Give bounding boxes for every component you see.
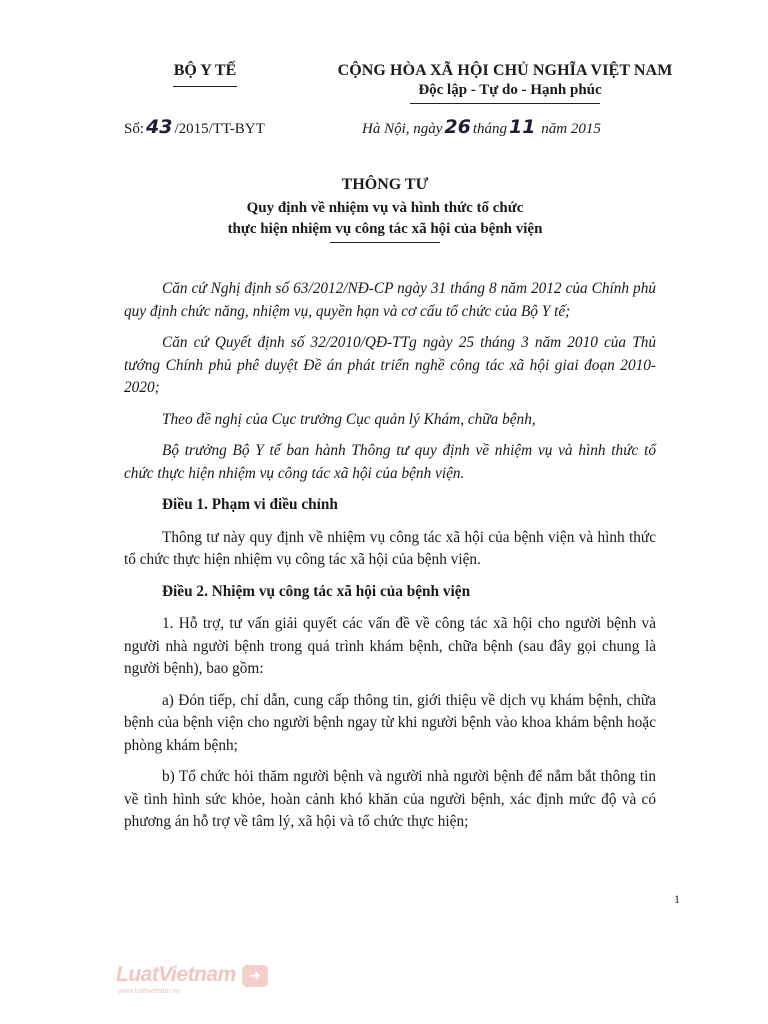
title-line-1: Quy định về nhiệm vụ và hình thức tổ chức — [246, 200, 524, 216]
watermark — [116, 963, 286, 999]
ministry-underline — [173, 86, 237, 87]
handwritten-day: 26 — [444, 116, 471, 138]
issue-date — [362, 116, 601, 138]
preamble-paragraph: Bộ trưởng Bộ Y tế ban hành Thông tư quy định về nhiệm vụ và hình thức tổ chức thực hiện nhiệm vụ công tác xã hội của bệnh viện. — [124, 442, 656, 482]
article-2-heading: Điều 2. Nhiệm vụ công tác xã hội của bệnh viện — [162, 582, 471, 600]
article-1-text: Thông tư này quy định về nhiệm vụ công tác xã hội của bệnh viện và hình thức tổ chức thực hiện nhiệm vụ công tác xã hội của bệnh viện. — [124, 528, 656, 568]
article-2-point-a: a) Đón tiếp, chỉ dẫn, cung cấp thông tin, giới thiệu về dịch vụ khám bệnh, chữa bệnh của bệnh viện cho người bệnh ngay từ khi người bệnh vào khoa khám bệnh hoặc phòng khám bệnh; — [124, 691, 656, 754]
page-number: 1 — [674, 892, 680, 906]
country-name: CỘNG HÒA XÃ HỘI CHỦ NGHĨA VIỆT NAM — [337, 62, 673, 79]
national-header — [315, 62, 695, 104]
article-1-heading: Điều 1. Phạm vi điều chỉnh — [162, 496, 338, 513]
preamble-paragraph: Căn cứ Quyết định số 32/2010/QĐ-TTg ngày 25 tháng 3 năm 2010 của Thủ tướng Chính phủ phê duyệt Đề án phát triển nghề công tác xã hội giai đoạn 2010-2020; — [124, 334, 656, 396]
document-body — [124, 278, 656, 843]
handwritten-number: 43 — [146, 116, 173, 138]
year-text: năm 2015 — [541, 121, 601, 137]
article-2-clause-1: 1. Hỗ trợ, tư vấn giải quyết các vấn đề về công tác xã hội cho người bệnh và người nhà người bệnh trong quá trình khám bệnh, chữa bệnh (sau đây gọi chung là người bệnh), bao gồm: — [124, 615, 656, 677]
date-prefix: Hà Nội, ngày — [362, 121, 443, 137]
motto-underline — [410, 103, 600, 104]
preamble-paragraph: Căn cứ Nghị định số 63/2012/NĐ-CP ngày 31 tháng 8 năm 2012 của Chính phủ quy định chức năng, nhiệm vụ, quyền hạn và cơ cấu tổ chức của Bộ Y tế; — [124, 280, 656, 320]
document-title — [120, 176, 650, 243]
title-line-2: thực hiện nhiệm vụ công tác xã hội của bệnh viện — [227, 221, 543, 237]
article-2-point-b: b) Tổ chức hỏi thăm người bệnh và người nhà người bệnh để nắm bắt thông tin về tình hình sức khỏe, hoàn cảnh khó khăn của người bệnh, xác định mức độ và có phương án hỗ trợ về tâm lý, xã hội và tổ chức thực hiện; — [124, 768, 656, 830]
ministry-name: BỘ Y TẾ — [173, 62, 237, 79]
ministry-header — [150, 62, 260, 87]
title-underline — [330, 242, 440, 243]
preamble-paragraph: Theo đề nghị của Cục trưởng Cục quản lý Khám, chữa bệnh, — [162, 410, 536, 428]
watermark-logo: LuatVietnam — [116, 963, 236, 986]
month-label: tháng — [472, 121, 508, 137]
number-suffix: /2015/TT-BYT — [174, 121, 265, 137]
number-prefix: Số: — [124, 121, 145, 137]
arrow-right-icon: ➜ — [242, 965, 268, 987]
document-number — [124, 116, 265, 138]
handwritten-month: 11 — [509, 116, 536, 138]
watermark-url: www.luatvietnam.vn — [118, 988, 180, 995]
national-motto: Độc lập - Tự do - Hạnh phúc — [418, 82, 602, 98]
document-type: THÔNG TƯ — [341, 176, 429, 193]
